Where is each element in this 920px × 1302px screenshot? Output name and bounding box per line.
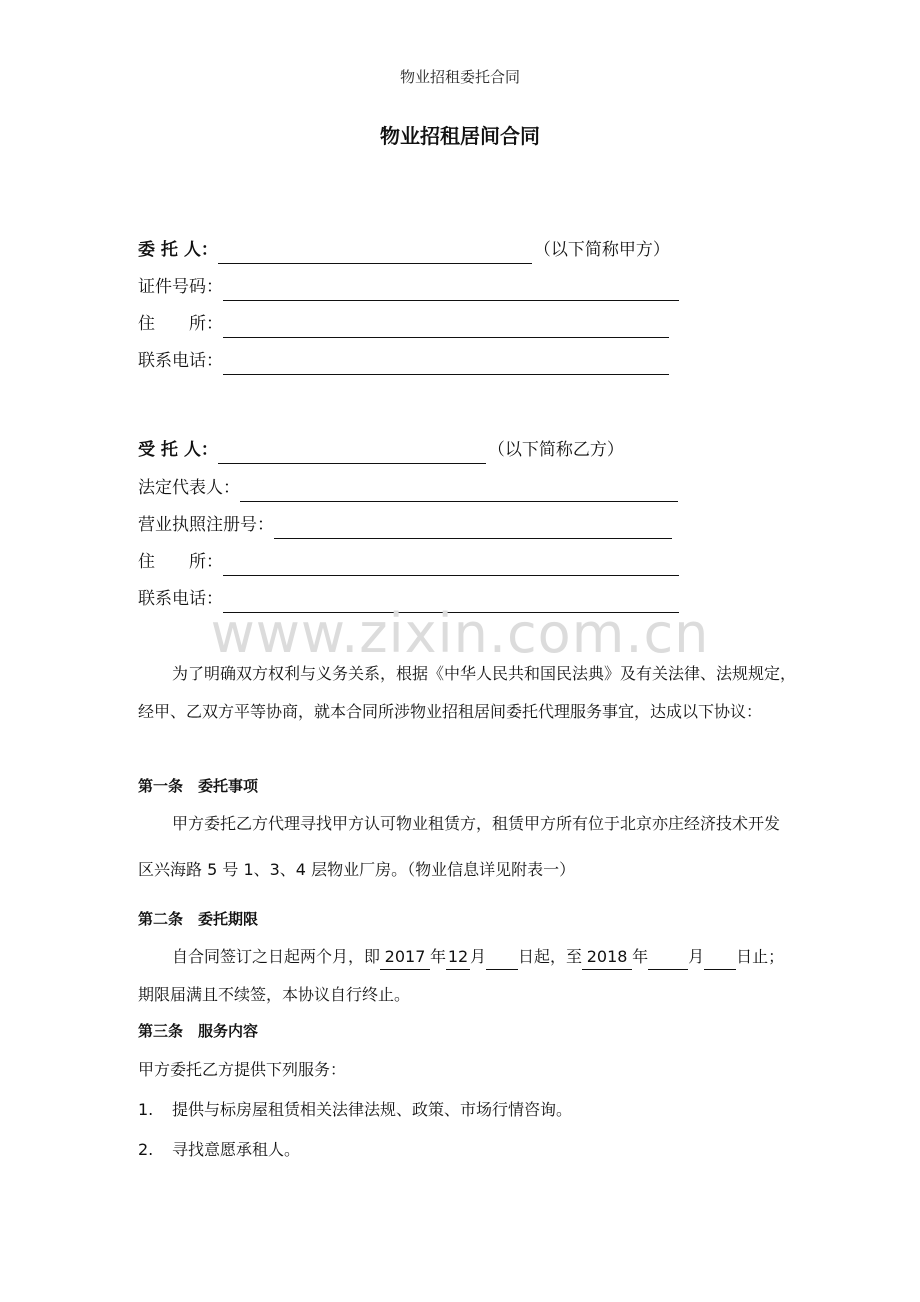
license-row — [138, 511, 672, 539]
start-month-char: 月 — [470, 947, 487, 966]
article-2-line-1 — [172, 945, 784, 970]
phone-a-row — [138, 347, 669, 375]
address-a-label: 住 所： — [138, 314, 223, 334]
watermark: www.zixin.com.cn — [210, 602, 710, 665]
start-day-char: 日起，至 — [518, 947, 583, 966]
start-year[interactable]: 2017 — [380, 945, 430, 970]
license-blank[interactable] — [274, 516, 672, 539]
list-item-number: 1. — [138, 1100, 154, 1119]
id-blank[interactable] — [223, 278, 679, 301]
start-day[interactable] — [486, 945, 518, 970]
intro-line-2: 经甲、乙双方平等协商，就本合同所涉物业招租居间委托代理服务事宜，达成以下协议： — [138, 702, 763, 721]
article-3-heading: 第三条 服务内容 — [138, 1022, 259, 1040]
end-year-char: 年 — [632, 947, 649, 966]
article-1-line-1: 甲方委托乙方代理寻找甲方认可物业租赁方，租赁甲方所有位于北京亦庄经济技术开发 — [172, 814, 781, 833]
legal-rep-label: 法定代表人： — [138, 478, 240, 498]
id-row — [138, 273, 679, 301]
article-1-line-2: 区兴海路 5 号 1、3、4 层物业厂房。（物业信息详见附表一） — [138, 860, 576, 879]
end-month-char: 月 — [688, 947, 705, 966]
list-item-text: 寻找意愿承租人。 — [172, 1140, 301, 1159]
address-b-row — [138, 548, 679, 576]
phone-a-label: 联系电话： — [138, 351, 223, 371]
address-a-row — [138, 310, 669, 338]
term-prefix: 自合同签订之日起两个月，即 — [172, 947, 381, 966]
client-label: 委 托 人： — [138, 240, 218, 260]
end-day-char: 日止； — [736, 947, 785, 966]
list-item-text: 提供与标房屋租赁相关法律法规、政策、市场行情咨询。 — [172, 1100, 573, 1119]
start-month[interactable]: 12 — [446, 945, 470, 970]
id-label: 证件号码： — [138, 277, 223, 297]
phone-b-label: 联系电话： — [138, 589, 223, 609]
end-day[interactable] — [704, 945, 736, 970]
client-suffix: （以下简称甲方） — [533, 240, 670, 260]
legal-rep-row — [138, 474, 678, 502]
list-item-number: 2. — [138, 1140, 154, 1159]
start-year-char: 年 — [430, 947, 447, 966]
license-label: 营业执照注册号： — [138, 515, 274, 535]
address-b-blank[interactable] — [223, 553, 679, 576]
document-title: 物业招租居间合同 — [380, 124, 540, 148]
article-2-line-2: 期限届满且不续签，本协议自行终止。 — [138, 985, 411, 1004]
end-month[interactable] — [648, 945, 688, 970]
client-row — [138, 236, 670, 264]
agent-label: 受 托 人： — [138, 440, 218, 460]
list-item — [138, 1138, 300, 1162]
client-blank[interactable] — [218, 241, 532, 264]
end-year[interactable]: 2018 — [582, 945, 632, 970]
page-header: 物业招租委托合同 — [399, 68, 520, 86]
agent-blank[interactable] — [218, 441, 486, 464]
list-item — [138, 1098, 572, 1122]
legal-rep-blank[interactable] — [240, 479, 678, 502]
article-3-intro: 甲方委托乙方提供下列服务： — [138, 1060, 347, 1079]
phone-a-blank[interactable] — [223, 352, 669, 375]
agent-row — [138, 436, 624, 464]
agent-suffix: （以下简称乙方） — [487, 440, 624, 460]
article-1-heading: 第一条 委托事项 — [138, 777, 259, 795]
address-b-label: 住 所： — [138, 552, 223, 572]
address-a-blank[interactable] — [223, 315, 669, 338]
intro-line-1: 为了明确双方权利与义务关系，根据《中华人民共和国民法典》及有关法律、法规规定， — [172, 664, 797, 683]
article-2-heading: 第二条 委托期限 — [138, 910, 259, 928]
